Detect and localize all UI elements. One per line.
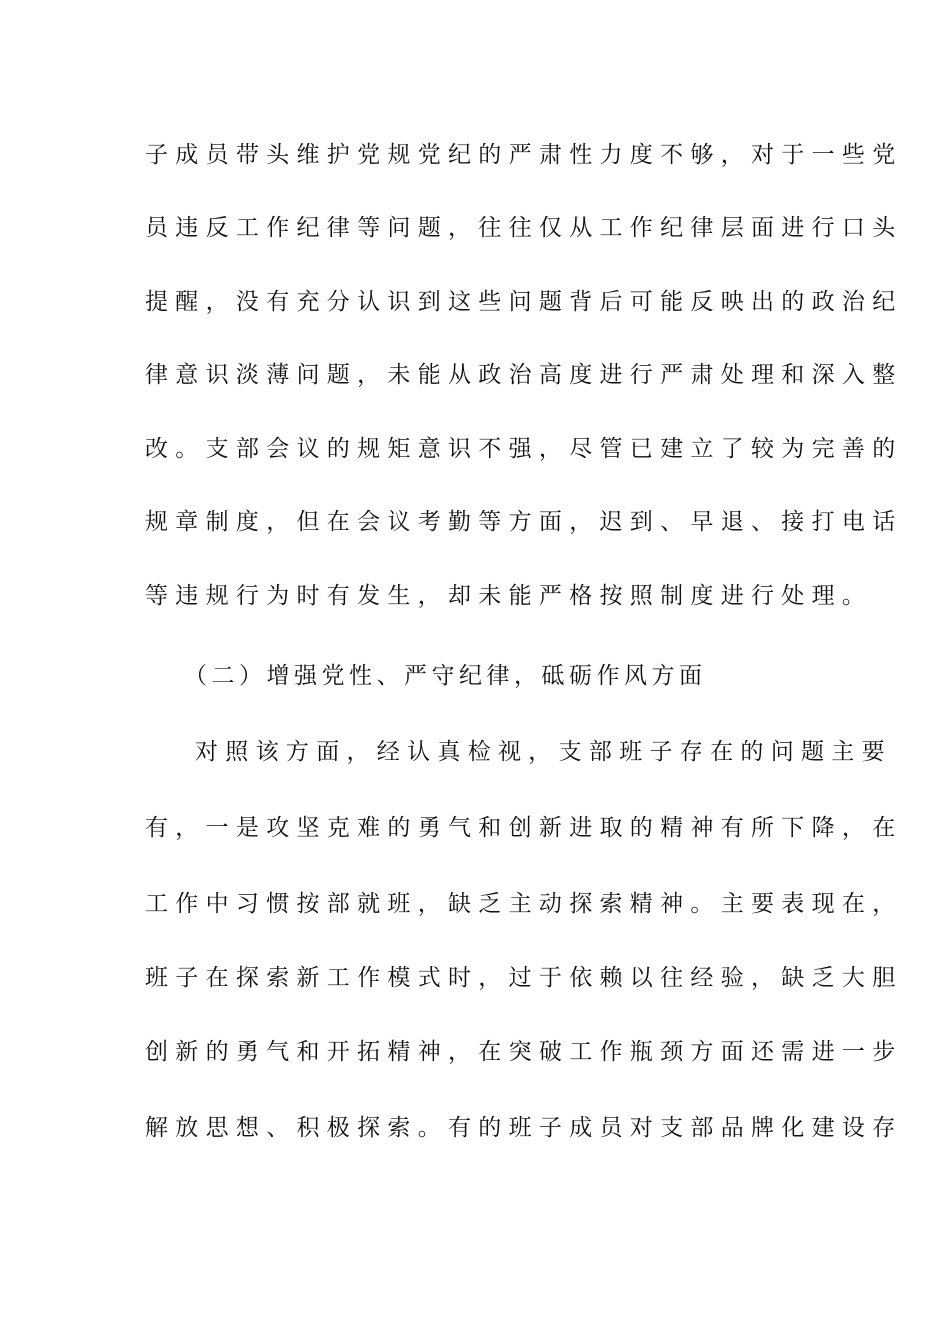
body-line: 创新的勇气和开拓精神，在突破工作瓶颈方面还需进一步: [145, 1039, 903, 1065]
body-line: 对照该方面，经认真检视，支部班子存在的问题主要: [195, 739, 892, 765]
body-line: 员违反工作纪律等问题，往往仅从工作纪律层面进行口头: [145, 215, 903, 241]
body-line: 提醒，没有充分认识到这些问题背后可能反映出的政治纪: [145, 289, 903, 315]
body-line: 有，一是攻坚克难的勇气和创新进取的精神有所下降，在: [145, 815, 903, 841]
body-line: 班子在探索新工作模式时，过于依赖以往经验，缺乏大胆: [145, 965, 903, 991]
body-line: 工作中习惯按部就班，缺乏主动探索精神。主要表现在，: [145, 891, 903, 917]
body-line: 等违规行为时有发生，却未能严格按照制度进行处理。: [145, 583, 873, 609]
body-line: 改。支部会议的规矩意识不强，尽管已建立了较为完善的: [145, 436, 903, 462]
body-line: 律意识淡薄问题，未能从政治高度进行严肃处理和深入整: [145, 362, 903, 388]
body-line: 规章制度，但在会议考勤等方面，迟到、早退、接打电话: [145, 509, 903, 535]
section-heading: （二）增强党性、严守纪律，砥砺作风方面: [184, 663, 707, 689]
body-line: 解放思想、积极探索。有的班子成员对支部品牌化建设存: [145, 1115, 903, 1141]
body-line: 子成员带头维护党规党纪的严肃性力度不够，对于一些党: [145, 142, 903, 168]
